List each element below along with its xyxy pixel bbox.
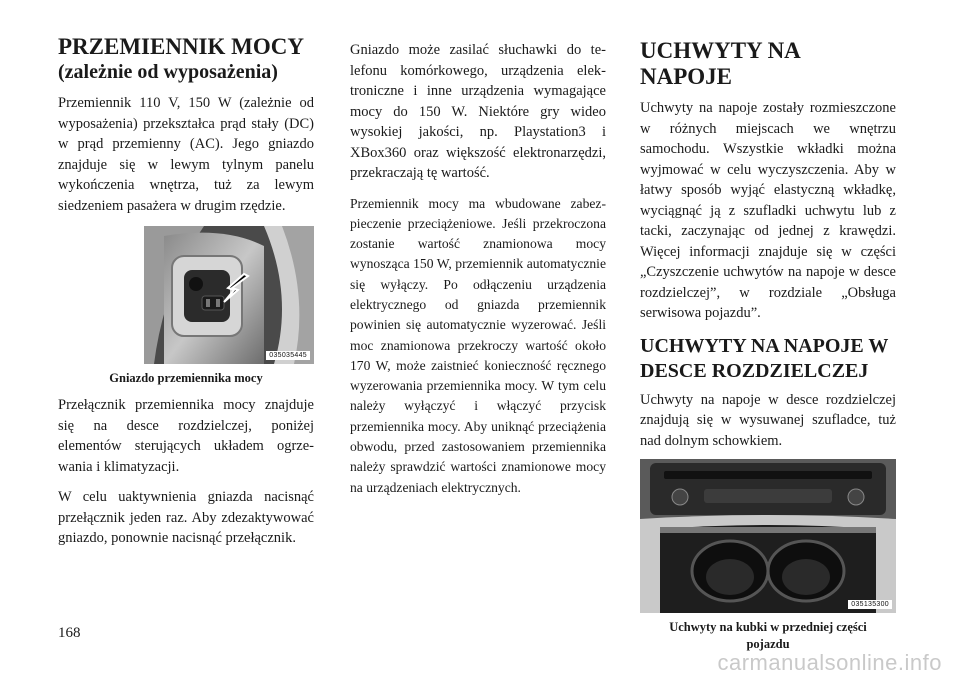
paragraph: Gniazdo może zasilać słuchawki do telefonu komórkowego, urządzenia elektroniczne i inne urządzenia wymagające mocy do 150 W. Niektóre gry wideo wysokiej jakości, np. Playstation3 i XBox360 oraz większość elektronarzędzi, przekraczają tę wartość. bbox=[350, 42, 606, 181]
figure-caption: Gniazdo przemiennika mocy bbox=[109, 371, 263, 385]
section-title-dash-cup-holders bbox=[640, 334, 896, 384]
paragraph: Uchwyty na napoje w desce rozdzielczej znajdują się w wysuwanej szufladce, tuż nad dolnym schowkiem. bbox=[640, 391, 896, 449]
column-left bbox=[58, 34, 314, 549]
section-subtitle: (zależnie od wyposażenia) bbox=[58, 61, 278, 83]
column-middle bbox=[350, 34, 606, 498]
figure-caption: Uchwyty na kubki w przedniej części pojazdu bbox=[669, 620, 867, 651]
cup-holder-illustration bbox=[640, 459, 896, 613]
paragraph: W celu uaktywnienia gniazda nacisnąć przełącznik jeden raz. Aby zdezaktywować gniazdo, ponownie nacisnąć przełącznik. bbox=[58, 489, 314, 546]
paragraph: Przemiennik mocy ma wbudowane zabezpieczenie przeciążeniowe. Jeśli przekroczona zostanie wartość znamionowa mocy wynosząca 150 W, przemiennik automatycznie się wyłączy. Po odłączeniu urządzenia elektrycznego od gniazda przemiennik powinien się automatycznie wyzerować. Jeśli moc znamionowa przekroczy wartość około 170 W, może zaistnieć konieczność ręcznego wyzerowania przemiennika mocy. W tym celu należy wyłączyć i włączyć przycisk przemiennika mocy. Aby uniknąć przeciążenia obwodu, przed zastosowaniem przemiennika należy sprawdzić wartości znamionowe mocy na urządzeniach elektrycznych. bbox=[350, 195, 606, 495]
paragraph: Przemiennik 110 V, 150 W (zależnie od wyposażenia) przekształca prąd stały (DC) w prąd przemienny (AC). Jego gniazdo znajduje się w lewym tylnym panelu wykończenia wnętrza, tuż za lewym siedzeniem pasażera w drugim rzędzie. bbox=[58, 95, 314, 214]
title-line-1: UCHWYTY NA NAPOJE W bbox=[640, 334, 889, 357]
figure-code: 035135300 bbox=[848, 600, 892, 609]
title-line-2: DESCE ROZDZIELCZEJ bbox=[640, 359, 869, 382]
page-number: 168 bbox=[58, 625, 81, 641]
cup-holder-photo bbox=[640, 459, 896, 613]
section-title-cup-holders: UCHWYTY NA NAPOJE bbox=[640, 38, 800, 89]
figure-code: 035035445 bbox=[266, 351, 310, 360]
section-title-power-inverter bbox=[58, 34, 314, 60]
paragraph: Przełącznik przemiennika mocy znajduje się na desce rozdzielczej, poniżej elementów sterujących układem ogrzewania i klimatyzacji. bbox=[58, 397, 314, 475]
column-right bbox=[640, 34, 896, 653]
paragraph: Uchwyty na napoje zostały rozmieszczone w różnych miejscach we wnętrzu samochodu. Wszystkie wkładki można wyjmować w celu wyczyszczenia. Aby w łatwy sposób wyjąć elastyczną wkładkę, wyciągnąć ją z szufladki uchwytu lub z tacki, zaczynając od jednej z krawędzi. Więcej informacji znajduje się w części „Czyszczenie uchwytów na napoje w desce rozdzielczej”, w rozdziale „Obsługa serwisowa pojazdu”. bbox=[640, 100, 896, 321]
title-line-1: PRZEMIENNIK MOCY bbox=[58, 34, 304, 59]
power-outlet-photo bbox=[144, 226, 314, 364]
watermark: carmanualsonline.info bbox=[717, 650, 942, 675]
power-outlet-illustration bbox=[144, 226, 314, 364]
